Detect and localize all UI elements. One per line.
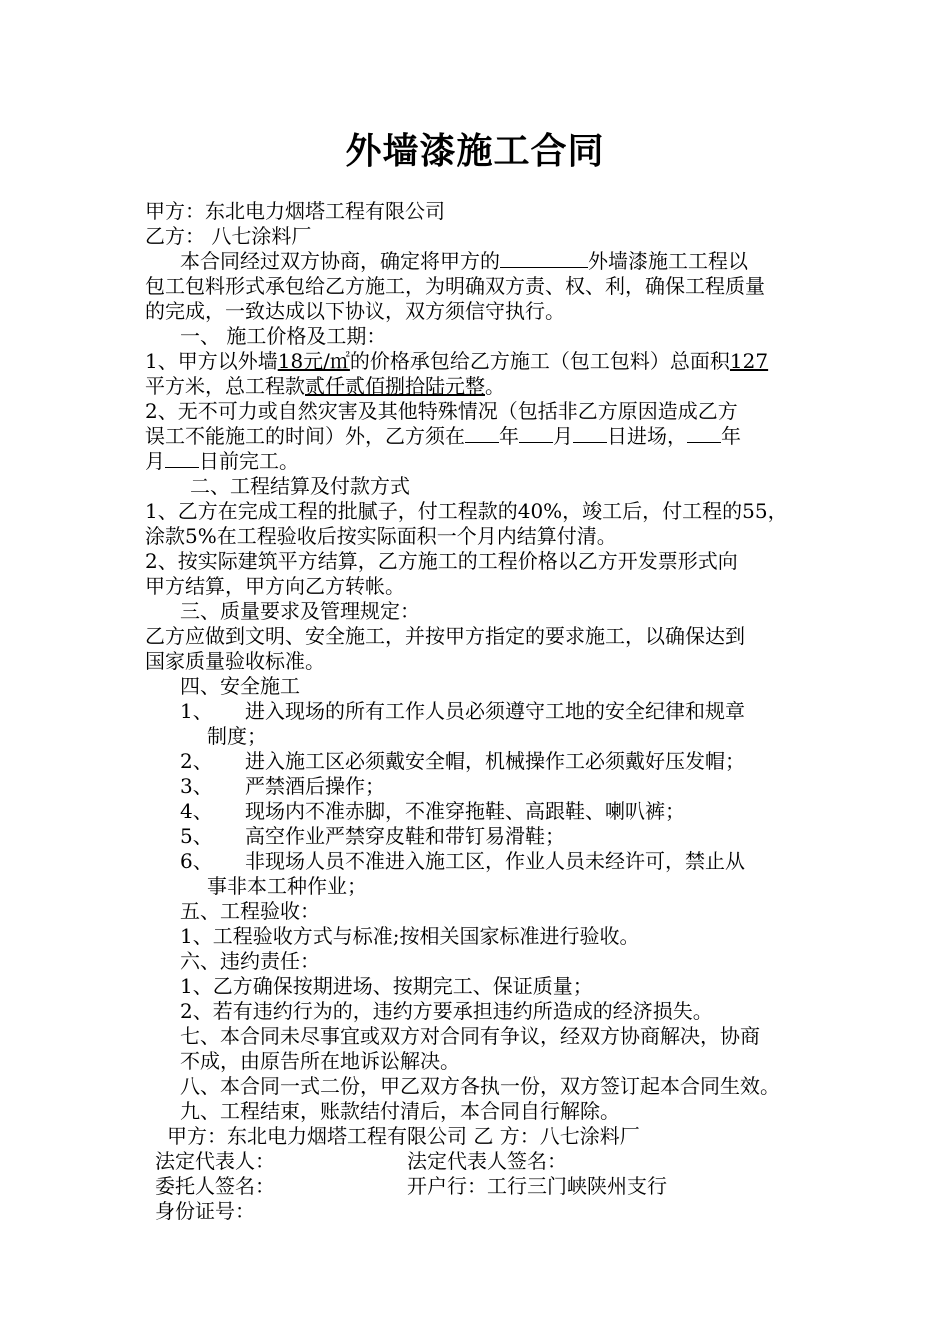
list-item-continuation: 事非本工种作业； bbox=[207, 874, 367, 898]
signature-rep-a: 法定代表人： bbox=[155, 1149, 275, 1173]
party-a-line: 甲方：东北电力烟塔工程有限公司 bbox=[145, 199, 445, 223]
sec2-item1-line1: 1、乙方在完成工程的批腻子，付工程款的40%，竣工后，付工程的55， bbox=[145, 499, 788, 523]
sec7-line2: 不成，由原告所在地诉讼解决。 bbox=[180, 1049, 460, 1073]
list-item-text: 非现场人员不准进入施工区，作业人员未经许可，禁止从 bbox=[245, 849, 745, 873]
sec1-item2-line3 bbox=[145, 449, 825, 474]
intro-text-a: 本合同经过双方协商，确定将甲方的 bbox=[180, 249, 500, 273]
start-month-label: 月 bbox=[553, 424, 573, 448]
start-month-blank bbox=[519, 424, 553, 443]
section-2-heading: 二、工程结算及付款方式 bbox=[190, 474, 410, 498]
list-item-number: 4、 bbox=[180, 799, 213, 823]
list-item-continuation: 制度； bbox=[207, 724, 267, 748]
end-year-blank bbox=[687, 424, 721, 443]
sec6-item1: 1、乙方确保按期进场、按期完工、保证质量； bbox=[180, 974, 593, 998]
end-day-label: 日前完工。 bbox=[199, 449, 299, 473]
end-year-label: 年 bbox=[721, 424, 741, 448]
list-item-number: 6、 bbox=[180, 849, 213, 873]
sec1-item1-text-d: 。 bbox=[485, 374, 505, 398]
list-item-text: 进入施工区必须戴安全帽，机械操作工必须戴好压发帽； bbox=[245, 749, 745, 773]
sec6-item2: 2、若有违约行为的，违约方要承担违约所造成的经济损失。 bbox=[180, 999, 713, 1023]
intro-line-1 bbox=[180, 249, 860, 274]
sec2-item1-line2: 涂款5%在工程验收后按实际面积一个月内结算付清。 bbox=[145, 524, 617, 548]
section-6-heading: 六、违约责任： bbox=[180, 949, 320, 973]
list-item-number: 1、 bbox=[180, 699, 213, 723]
start-day-blank bbox=[573, 424, 607, 443]
section-1-heading: 一、 施工价格及工期： bbox=[180, 324, 387, 348]
intro-line-2: 包工包料形式承包给乙方施工，为明确双方责、权、利，确保工程质量 bbox=[145, 274, 765, 298]
sec1-item1-text-c: 平方米，总工程款 bbox=[145, 374, 305, 398]
list-item-text: 高空作业严禁穿皮鞋和带钉易滑鞋； bbox=[245, 824, 565, 848]
list-item-number: 5、 bbox=[180, 824, 213, 848]
signature-id: 身份证号： bbox=[155, 1199, 255, 1223]
project-name-blank bbox=[500, 249, 588, 268]
sec3-line1: 乙方应做到文明、安全施工，并按甲方指定的要求施工，以确保达到 bbox=[145, 624, 745, 648]
sec1-item1-line2 bbox=[145, 374, 825, 399]
sec3-line2: 国家质量验收标准。 bbox=[145, 649, 325, 673]
total-amount-value: 贰仟贰佰捌拾陆元整 bbox=[305, 374, 485, 398]
document-title: 外墙漆施工合同 bbox=[345, 130, 605, 172]
section-3-heading: 三、质量要求及管理规定： bbox=[180, 599, 420, 623]
list-item-number: 2、 bbox=[180, 749, 213, 773]
list-item-text: 现场内不准赤脚，不准穿拖鞋、高跟鞋、喇叭裤； bbox=[245, 799, 685, 823]
sec2-item2-line1: 2、按实际建筑平方结算，乙方施工的工程价格以乙方开发票形式向 bbox=[145, 549, 738, 573]
list-item-text: 进入现场的所有工作人员必须遵守工地的安全纪律和规章 bbox=[245, 699, 745, 723]
signature-rep-b: 法定代表人签名： bbox=[407, 1149, 567, 1173]
intro-text-b: 外墙漆施工工程以 bbox=[588, 249, 748, 273]
end-month-label: 月 bbox=[145, 449, 165, 473]
sec2-item2-line2: 甲方结算，甲方向乙方转帐。 bbox=[145, 574, 405, 598]
signature-agent: 委托人签名： bbox=[155, 1174, 275, 1198]
start-year-blank bbox=[465, 424, 499, 443]
total-area-value: 127 bbox=[729, 349, 769, 373]
signature-bank: 开户行：工行三门峡陕州支行 bbox=[407, 1174, 667, 1198]
sec1-item1-line1 bbox=[145, 349, 825, 374]
start-day-label: 日进场， bbox=[607, 424, 687, 448]
sec8-line: 八、本合同一式二份，甲乙双方各执一份，双方签订起本合同生效。 bbox=[180, 1074, 780, 1098]
section-4-heading: 四、安全施工 bbox=[180, 674, 300, 698]
sec1-item1-text-b: 的价格承包给乙方施工（包工包料）总面积 bbox=[349, 349, 730, 373]
list-item-text: 严禁酒后操作； bbox=[245, 774, 385, 798]
sec9-line: 九、工程结束，账款结付清后，本合同自行解除。 bbox=[180, 1099, 620, 1123]
signature-parties: 甲方：东北电力烟塔工程有限公司 乙 方：八七涂料厂 bbox=[167, 1124, 640, 1148]
unit-price-value: 18元/㎡ bbox=[277, 349, 350, 373]
start-year-label: 年 bbox=[499, 424, 519, 448]
section-5-heading: 五、工程验收： bbox=[180, 899, 320, 923]
sec1-item2-line2 bbox=[145, 424, 825, 449]
sec1-item2-line1: 2、无不可力或自然灾害及其他特殊情况（包括非乙方原因造成乙方 bbox=[145, 399, 738, 423]
sec5-item1: 1、工程验收方式与标准;按相关国家标准进行验收。 bbox=[180, 924, 640, 948]
sec7-line1: 七、本合同未尽事宜或双方对合同有争议，经双方协商解决，协商 bbox=[180, 1024, 760, 1048]
sec1-item1-text-a: 1、甲方以外墙 bbox=[145, 349, 278, 373]
end-day-blank bbox=[165, 449, 199, 468]
intro-line-3: 的完成，一致达成以下协议，双方须信守执行。 bbox=[145, 299, 565, 323]
sec1-item2-text: 误工不能施工的时间）外，乙方须在 bbox=[145, 424, 465, 448]
list-item-number: 3、 bbox=[180, 774, 213, 798]
party-b-line: 乙方： 八七涂料厂 bbox=[145, 224, 312, 248]
